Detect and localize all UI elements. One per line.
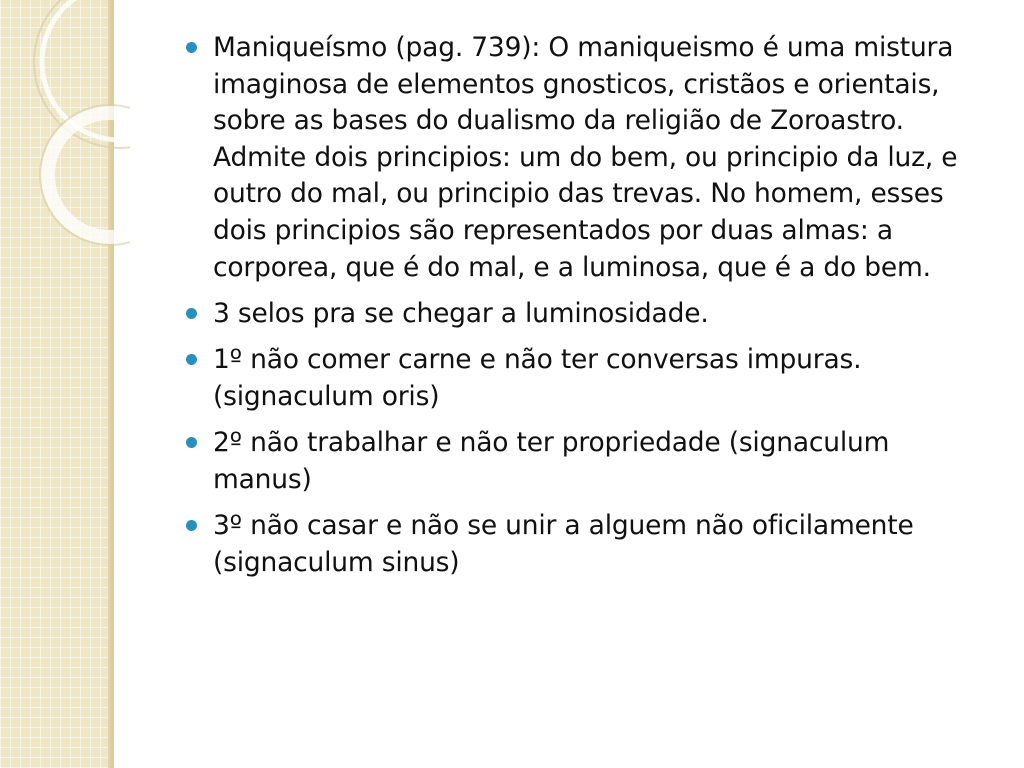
bullet-dot-icon	[186, 42, 197, 53]
bullet-list	[182, 30, 992, 582]
bullet-item-primeiro-selo	[182, 342, 992, 415]
bullet-item-selos	[182, 296, 992, 333]
slide-content	[182, 30, 992, 591]
bullet-dot-icon	[186, 308, 197, 319]
bullet-text: 1º não comer carne e não ter conversas impuras. (signaculum oris)	[213, 344, 862, 412]
bullet-item-segundo-selo	[182, 425, 992, 498]
bullet-item-terceiro-selo	[182, 508, 992, 581]
bullet-dot-icon	[186, 520, 197, 531]
bullet-text: 3º não casar e não se unir a alguem não oficilamente (signaculum sinus)	[213, 510, 914, 578]
bullet-dot-icon	[186, 354, 197, 365]
bullet-text: 3 selos pra se chegar a luminosidade.	[213, 297, 709, 329]
bullet-text: 2º não trabalhar e não ter propriedade (signaculum manus)	[213, 427, 890, 495]
bullet-dot-icon	[186, 437, 197, 448]
bullet-text: Maniqueísmo (pag. 739): O maniqueismo é uma mistura imaginosa de elementos gnosticos, cristãos e orientais, sobre as bases do dualismo da religião de Zoroastro. Admite dois principios: um do bem, ou principio da luz, e outro do mal, ou principio das trevas. No homem, esses dois principios são representados por duas almas: a corporea, que é do mal, e a luminosa, que é a do bem.	[213, 32, 958, 283]
bullet-item-maniqueismo	[182, 30, 992, 286]
decorative-rings	[0, 0, 130, 260]
